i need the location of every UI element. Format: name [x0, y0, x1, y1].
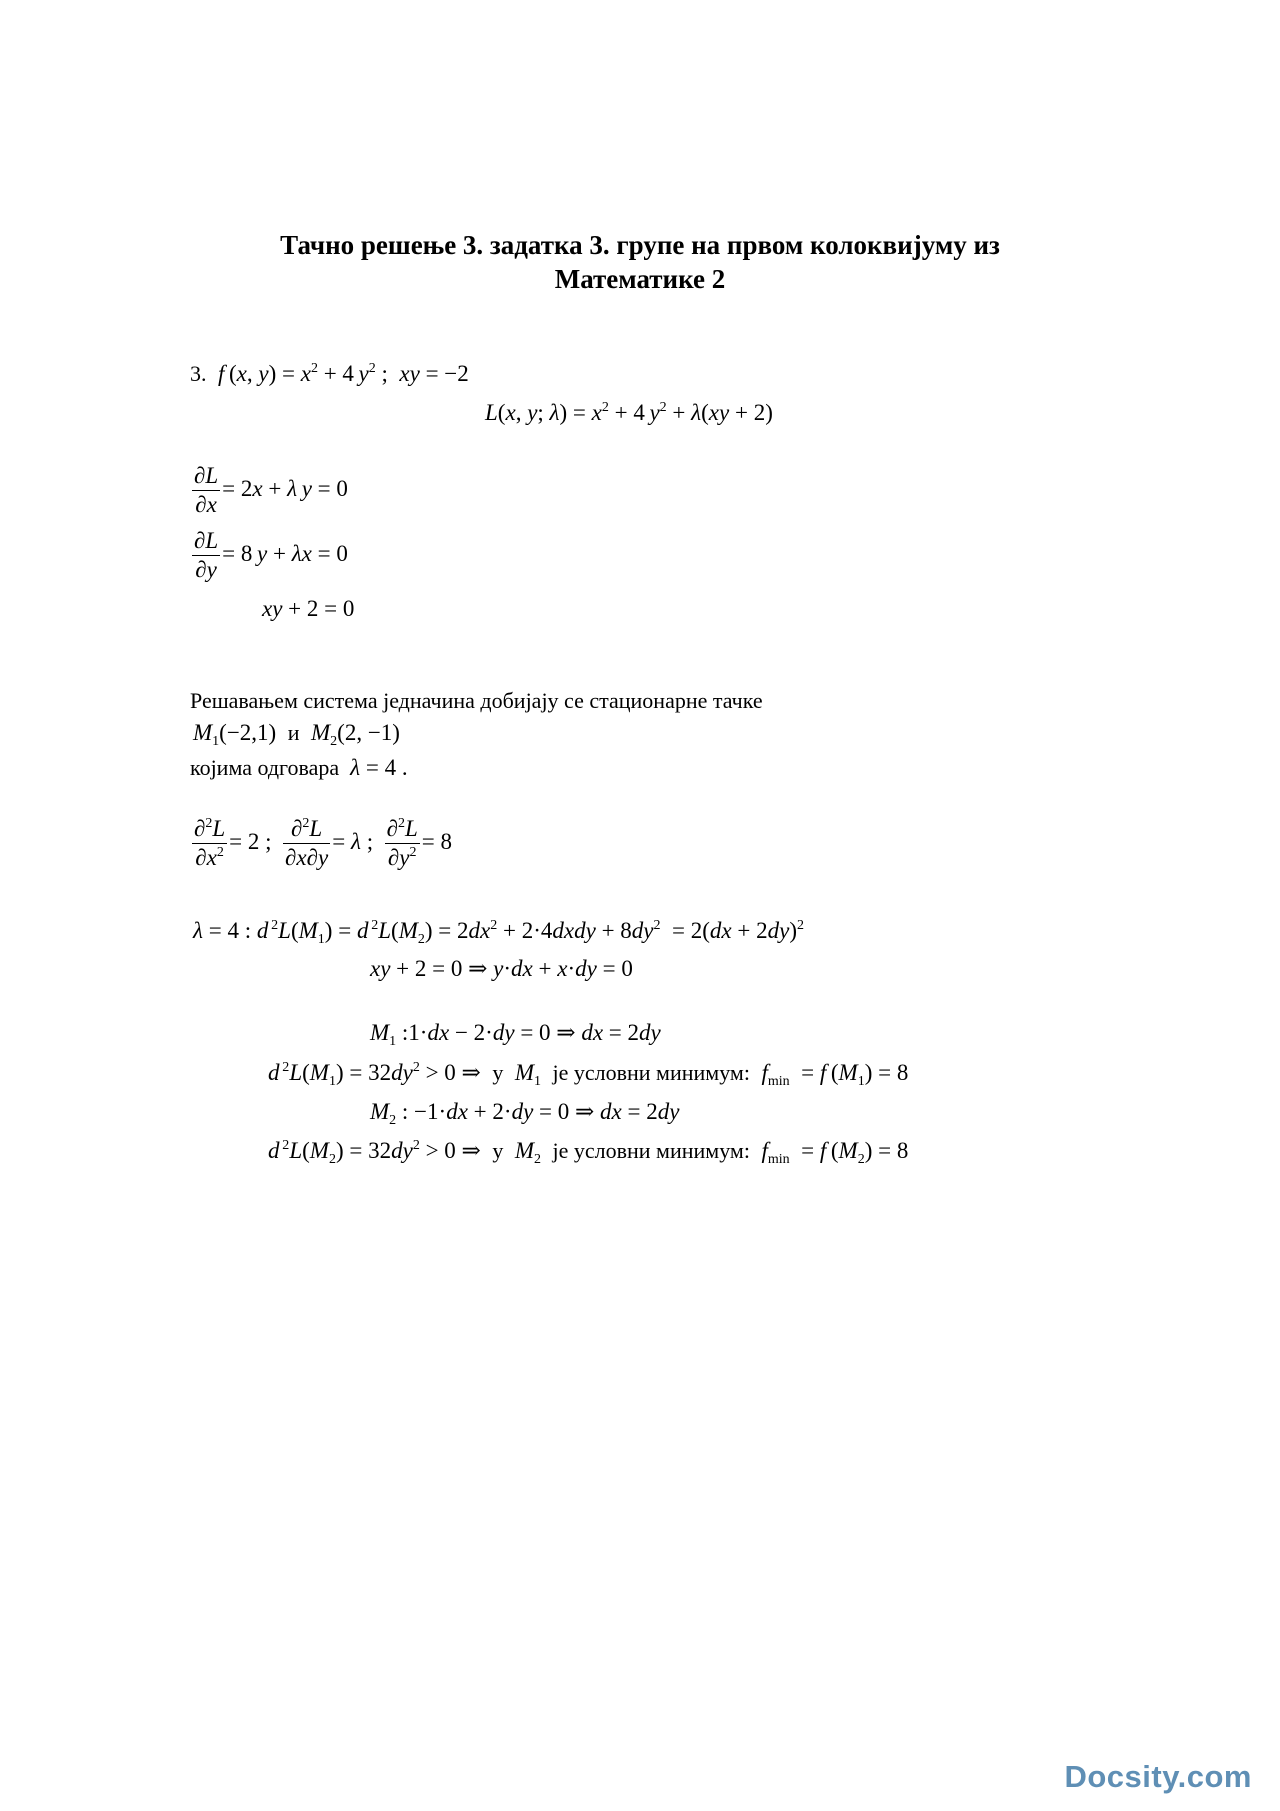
text-u-1: у [492, 1060, 504, 1085]
second-differential: λ = 4 : d $^2L(M_1) = d$ $^2L(M_2) = 2dx^2$ + 2·4dxdy + $8dy^2 = 2(dx + 2dy)^2$ [193, 918, 804, 947]
text-conditional-min-2: је условни минимум: [552, 1138, 750, 1163]
m1-condition: $M_1$ :1·dx − 2·dy = 0 ⇒ dx = 2dy [370, 1020, 661, 1049]
title-line-1: Тачно решење 3. задатка 3. групе на првом колоквијуму из [280, 230, 1000, 260]
lagrange-function: L(x, y; $\lambda) = x^2 + 4$ $y^2 + \lambda(xy + 2)$ [485, 400, 773, 425]
text-u-2: у [492, 1138, 504, 1163]
text-conditional-min-1: је условни минимум: [552, 1060, 750, 1085]
docsity-watermark: Docsity.com [1064, 1759, 1252, 1794]
m1-result: d $^2L(M_1) = 32dy^2 > 0$ ⇒ у $M_1$ је условни минимум: $f_{min} = f$ $(M_1) = 8$ [268, 1060, 909, 1089]
constraint-differential: xy + 2 = 0 ⇒ y·dx + x·dy = 0 [370, 956, 633, 981]
problem-number: 3. [190, 361, 207, 386]
second-derivatives: $\frac{\partial^2L}{\partial x^2}$ = 2 ; $\frac{\partial^2L}{\partial x\partial y}$ = λ ; $\frac{\partial^2L}{\partial y^2}$ = 8 [194, 816, 452, 870]
title-line-2: Математике 2 [554, 264, 726, 294]
partial-l-y-equation: $\frac{\partial L}{\partial y}$ = 8 y + λx = 0 [194, 528, 348, 582]
page-title [0, 228, 1280, 296]
m2-result: d $^2L(M_2) = 32dy^2 > 0$ ⇒ у $M_2$ је условни минимум: $f_{min} = f$ $(M_2) = 8$ [268, 1138, 909, 1167]
text-and: и [287, 720, 300, 745]
text-corresponding: којима одговара [190, 755, 340, 780]
problem-statement: 3. f (x, $y) = x^2 + 4$ $y^2$ ; xy = −2 [190, 361, 469, 386]
partial-l-x-equation: $\frac{\partial L}{\partial x}$ = 2x + λ y = 0 [194, 463, 348, 517]
lambda-line: којима одговара λ = 4 . [190, 755, 408, 780]
stationary-points: $M_1(-2,1)$ и $M_2(2$, −1) [193, 720, 400, 749]
m2-condition: $M_2$ : −1·dx + 2·dy = 0 ⇒ dx = 2dy [370, 1099, 680, 1128]
constraint-equation: xy + 2 = 0 [262, 596, 355, 621]
text-solving-system: Решавањем система једначина добијају се стационарне тачке [190, 688, 763, 713]
